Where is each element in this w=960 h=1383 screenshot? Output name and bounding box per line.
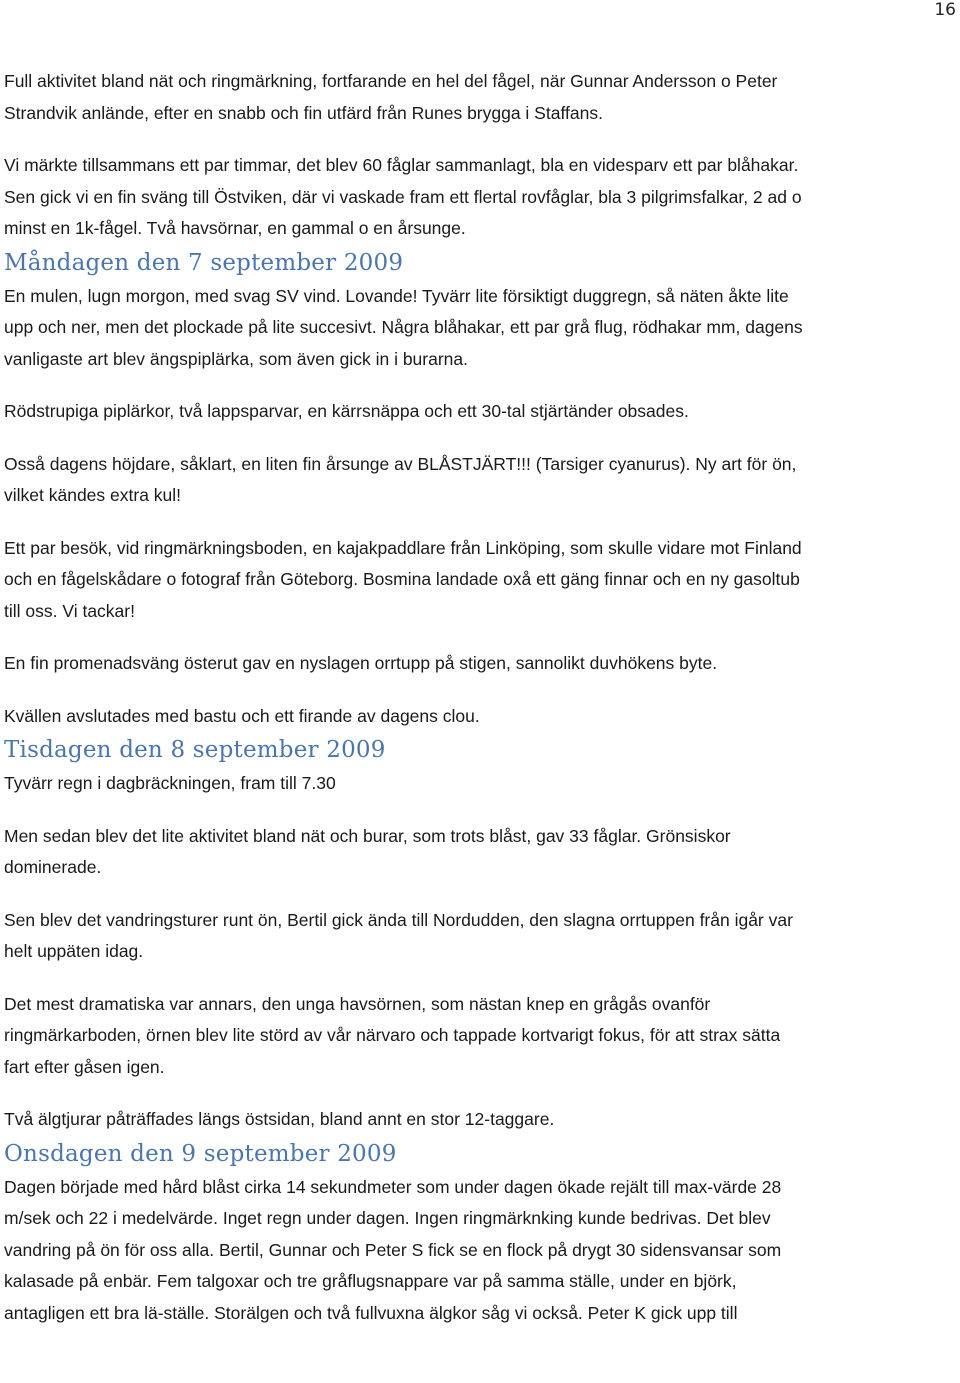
text-line: Sen blev det vandringsturer runt ön, Bertil gick ända till Nordudden, den slagna orrtuppen från igår var bbox=[4, 909, 793, 930]
paragraph bbox=[4, 533, 956, 628]
paragraph bbox=[4, 281, 956, 376]
text-line: och en fågelskådare o fotograf från Göteborg. Bosmina landade oxå ett gäng finnar och en ny gasoltub bbox=[4, 569, 800, 589]
text-line: Osså dagens höjdare, såklart, en liten fin årsunge av BLÅSTJÄRT!!! (Tarsiger cyanurus). Ny art för ön, bbox=[4, 453, 797, 474]
text-line: antagligen ett bra lä-ställe. Storälgen och två fullvuxna älgkor såg vi också. Peter K gick upp till bbox=[4, 1302, 738, 1323]
paragraph bbox=[4, 821, 956, 884]
text-line: helt uppäten idag. bbox=[4, 941, 144, 961]
text-line: Vi märkte tillsammans ett par timmar, det blev 60 fåglar sammanlagt, bla en videsparv ett par blåhakar. bbox=[4, 155, 799, 175]
text-line: Sen gick vi en fin sväng till Östviken, där vi vaskade fram ett flertal rovfåglar, bla 3 pilgrimsfalkar, 2 ad o bbox=[4, 186, 802, 207]
paragraph bbox=[4, 989, 956, 1084]
text-line: vilket kändes extra kul! bbox=[4, 485, 182, 505]
text-line: till oss. Vi tackar! bbox=[4, 600, 135, 621]
text-line: Två älgtjurar påträffades längs östsidan, bland annt en stor 12-taggare. bbox=[4, 1109, 555, 1129]
paragraph bbox=[4, 66, 956, 129]
text-line: Tyvärr regn i dagbräckningen, fram till 7.30 bbox=[4, 773, 336, 793]
document-body bbox=[4, 66, 956, 1329]
text-line: Kvällen avslutades med bastu och ett firande av dagens clou. bbox=[4, 705, 480, 726]
paragraph bbox=[4, 396, 956, 428]
text-line: fart efter gåsen igen. bbox=[4, 1056, 165, 1077]
paragraph bbox=[4, 449, 956, 512]
paragraph bbox=[4, 648, 956, 680]
section-heading: Onsdagen den 9 september 2009 bbox=[4, 1140, 397, 1167]
text-line: Full aktivitet bland nät och ringmärkning, fortfarande en hel del fågel, när Gunnar Andersson o Peter bbox=[4, 71, 778, 91]
text-line: minst en 1k-fågel. Två havsörnar, en gammal o en årsunge. bbox=[4, 218, 466, 238]
paragraph bbox=[4, 1172, 956, 1330]
text-line: En fin promenadsväng österut gav en nyslagen orrtupp på stigen, sannolikt duvhökens byte. bbox=[4, 653, 718, 673]
paragraph bbox=[4, 150, 956, 245]
text-line: vanligaste art blev ängspiplärka, som även gick in i burarna. bbox=[4, 348, 468, 369]
paragraph bbox=[4, 768, 956, 800]
text-line: Strandvik anlände, efter en snabb och fin utfärd från Runes brygga i Staffans. bbox=[4, 102, 603, 123]
text-line: Dagen började med hård blåst cirka 14 sekundmeter som under dagen ökade rejält till max-värde 28 bbox=[4, 1176, 782, 1197]
text-line: Det mest dramatiska var annars, den unga havsörnen, som nästan knep en grågås ovanför bbox=[4, 993, 711, 1014]
section-heading: Tisdagen den 8 september 2009 bbox=[4, 737, 386, 763]
text-line: En mulen, lugn morgon, med svag SV vind. Lovande! Tyvärr lite försiktigt duggregn, så näten åkte lite bbox=[4, 285, 789, 306]
paragraph bbox=[4, 701, 956, 733]
text-line: dominerade. bbox=[4, 857, 102, 877]
text-line: Rödstrupiga piplärkor, två lappsparvar, en kärrsnäppa och ett 30-tal stjärtänder obsades. bbox=[4, 401, 689, 421]
text-line: m/sek och 22 i medelvärde. Inget regn under dagen. Ingen ringmärknking kunde bedrivas. Det blev bbox=[4, 1208, 771, 1228]
text-line: upp och ner, men det plockade på lite succesivt. Några blåhakar, ett par grå flug, rödhakar mm, dagens bbox=[4, 317, 803, 337]
text-line: Ett par besök, vid ringmärkningsboden, en kajakpaddlare från Linköping, som skulle vidare mot Finland bbox=[4, 537, 802, 558]
text-line: ringmärkarboden, örnen blev lite störd av vår närvaro och tappade kortvarigt fokus, för att strax sätta bbox=[4, 1025, 781, 1045]
section-heading: Måndagen den 7 september 2009 bbox=[4, 249, 404, 276]
paragraph bbox=[4, 905, 956, 968]
text-line: vandring på ön för oss alla. Bertil, Gunnar och Peter S fick se en flock på drygt 30 sidensvansar som bbox=[4, 1239, 782, 1260]
paragraph bbox=[4, 1104, 956, 1136]
text-line: kalasade på enbär. Fem talgoxar och tre gråflugsnappare var på samma ställe, under en björk, bbox=[4, 1271, 737, 1291]
page-number: 16 bbox=[934, 0, 956, 20]
text-line: Men sedan blev det lite aktivitet bland nät och burar, som trots blåst, gav 33 fåglar. Grönsiskor bbox=[4, 825, 731, 846]
